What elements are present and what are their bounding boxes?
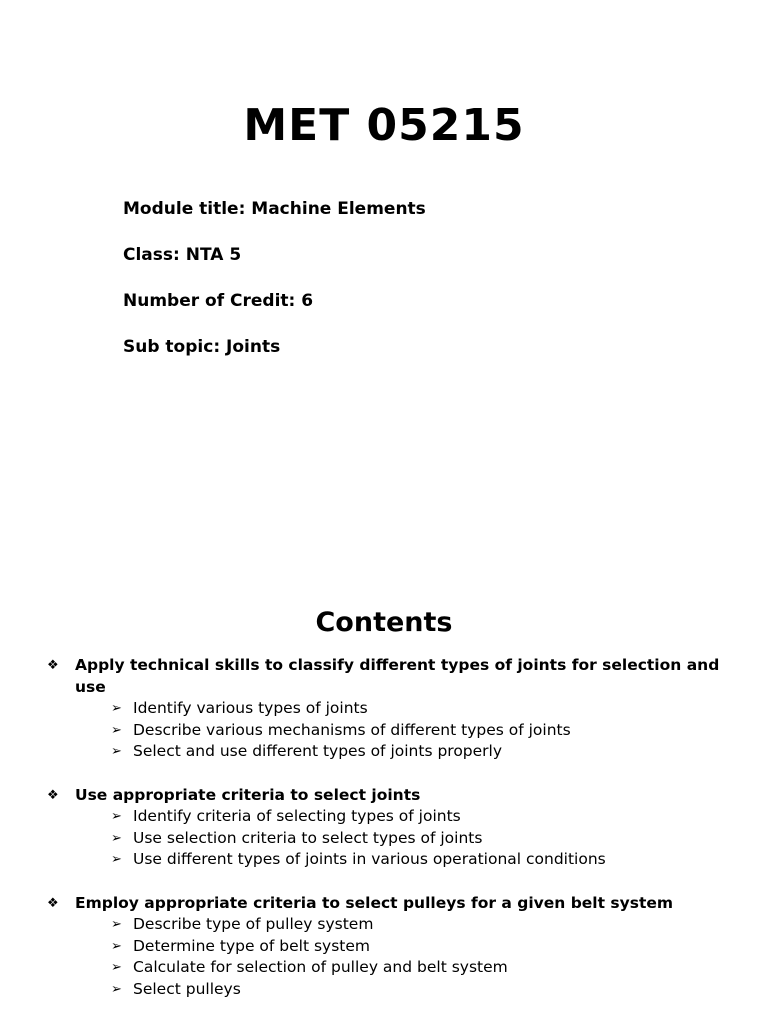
meta-value: Joints xyxy=(226,337,281,357)
sub-item-text: Determine type of belt system xyxy=(133,936,371,955)
arrowhead-icon: ➢ xyxy=(111,852,122,867)
meta-value: Machine Elements xyxy=(251,199,426,219)
sub-item xyxy=(109,849,735,871)
credit-row xyxy=(123,289,426,335)
meta-label: Sub topic: xyxy=(123,337,227,357)
sub-item xyxy=(109,806,735,828)
objective-item xyxy=(45,785,735,871)
arrowhead-icon: ➢ xyxy=(111,744,122,759)
sub-item-list xyxy=(75,698,735,763)
sub-item-text: Calculate for selection of pulley and belt system xyxy=(133,958,508,976)
diamond-cluster-icon: ❖ xyxy=(47,895,59,911)
sub-topic-row xyxy=(123,335,426,381)
sub-item-text: Describe various mechanisms of different types of joints xyxy=(133,720,571,739)
meta-label: Number of Credit: xyxy=(123,291,302,311)
sub-item xyxy=(109,957,735,979)
objectives-list xyxy=(45,655,735,1022)
diamond-cluster-icon: ❖ xyxy=(47,787,59,803)
meta-label: Module title: xyxy=(123,199,252,219)
sub-item xyxy=(109,741,735,763)
meta-value: NTA 5 xyxy=(185,245,242,265)
arrowhead-icon: ➢ xyxy=(111,960,122,975)
sub-item xyxy=(109,979,735,1001)
sub-item-list xyxy=(75,914,735,1000)
course-code-title: MET 05215 xyxy=(243,100,525,151)
arrowhead-icon: ➢ xyxy=(111,938,122,954)
objective-text: Employ appropriate criteria to select pulleys for a given belt system xyxy=(75,893,674,912)
class-row xyxy=(123,243,426,289)
arrowhead-icon: ➢ xyxy=(111,917,122,932)
sub-item-text: Select and use different types of joints properly xyxy=(133,742,503,760)
sub-item-text: Describe type of pulley system xyxy=(133,915,374,933)
sub-item xyxy=(109,936,735,958)
sub-item-list xyxy=(75,806,735,871)
sub-item-text: Use selection criteria to select types of joints xyxy=(133,828,483,847)
sub-item-text: Select pulleys xyxy=(133,979,241,998)
objective-item xyxy=(45,893,735,1001)
objective-text: Use appropriate criteria to select joints xyxy=(75,785,421,804)
sub-item xyxy=(109,914,735,936)
arrowhead-icon: ➢ xyxy=(111,722,122,738)
sub-item-text: Identify various types of joints xyxy=(133,699,368,717)
module-info-list xyxy=(123,197,426,381)
sub-item xyxy=(109,720,735,742)
objective-item xyxy=(45,655,735,763)
arrowhead-icon: ➢ xyxy=(111,809,122,824)
objective-text: Apply technical skills to classify different types of joints for selection and use xyxy=(75,656,720,696)
contents-slide xyxy=(0,585,768,1024)
arrowhead-icon: ➢ xyxy=(111,830,122,846)
arrowhead-icon: ➢ xyxy=(111,701,122,716)
contents-heading: Contents xyxy=(315,607,453,638)
meta-label: Class: xyxy=(123,245,186,265)
sub-item xyxy=(109,698,735,720)
meta-value: 6 xyxy=(301,291,314,311)
diamond-cluster-icon: ❖ xyxy=(47,658,59,673)
arrowhead-icon: ➢ xyxy=(111,981,122,997)
sub-item-text: Use different types of joints in various operational conditions xyxy=(133,850,606,868)
module-title-row xyxy=(123,197,426,243)
sub-item-text: Identify criteria of selecting types of joints xyxy=(133,807,461,825)
sub-item xyxy=(109,828,735,850)
